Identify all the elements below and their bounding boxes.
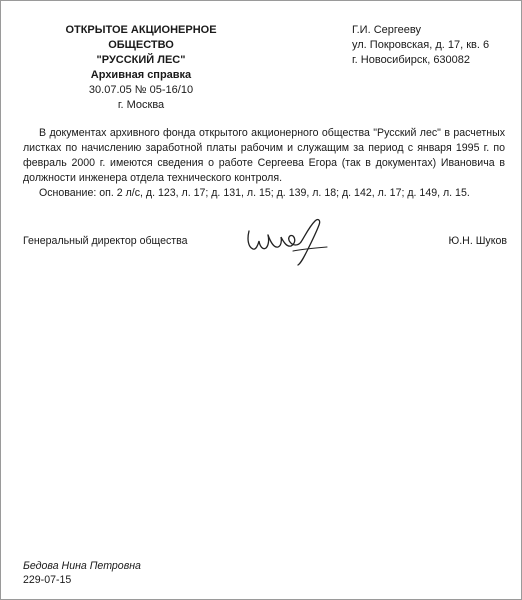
executor-block: [23, 559, 141, 587]
org-name-line2: ОБЩЕСТВО: [108, 39, 174, 51]
document-city: г. Москва: [117, 99, 165, 111]
signatory-role: Генеральный директор общества: [23, 235, 188, 247]
addressee-name: Г.И. Сергееву: [352, 24, 421, 36]
document-type: Архивная справка: [90, 69, 192, 81]
executor-name: Бедова Нина Петровна: [23, 560, 141, 572]
document-body: [23, 126, 505, 201]
handwritten-signature-icon: [241, 217, 331, 269]
addressee-block: [352, 23, 517, 68]
org-name-line1: ОТКРЫТОЕ АКЦИОНЕРНОЕ: [65, 24, 217, 36]
addressee-street: ул. Покровская, д. 17, кв. 6: [352, 39, 490, 51]
body-paragraph-basis: Основание: оп. 2 л/с, д. 123, л. 17; д. 131, л. 15; д. 139, л. 18; д. 142, л. 17; д. 149, л. 15.: [39, 187, 470, 199]
executor-phone: 229-07-15: [23, 574, 72, 586]
document-date-number: 30.07.05 № 05-16/10: [88, 84, 194, 96]
addressee-city: г. Новосибирск, 630082: [352, 54, 471, 66]
org-name-line3: "РУССКИЙ ЛЕС": [96, 54, 186, 66]
signatory-name: Ю.Н. Шуков: [448, 235, 507, 247]
body-paragraph-main: В документах архивного фонда открытого акционерного общества "Русский лес" в расчетных листках по начислению заработной платы рабочим и служащим за период с января 1995 г. по февраль 2000 г. имеются сведения о работе Сергеева Егора (так в документах) Ивановича в должности инженера отдела технического контроля.: [23, 127, 505, 184]
organization-header: [41, 23, 241, 113]
